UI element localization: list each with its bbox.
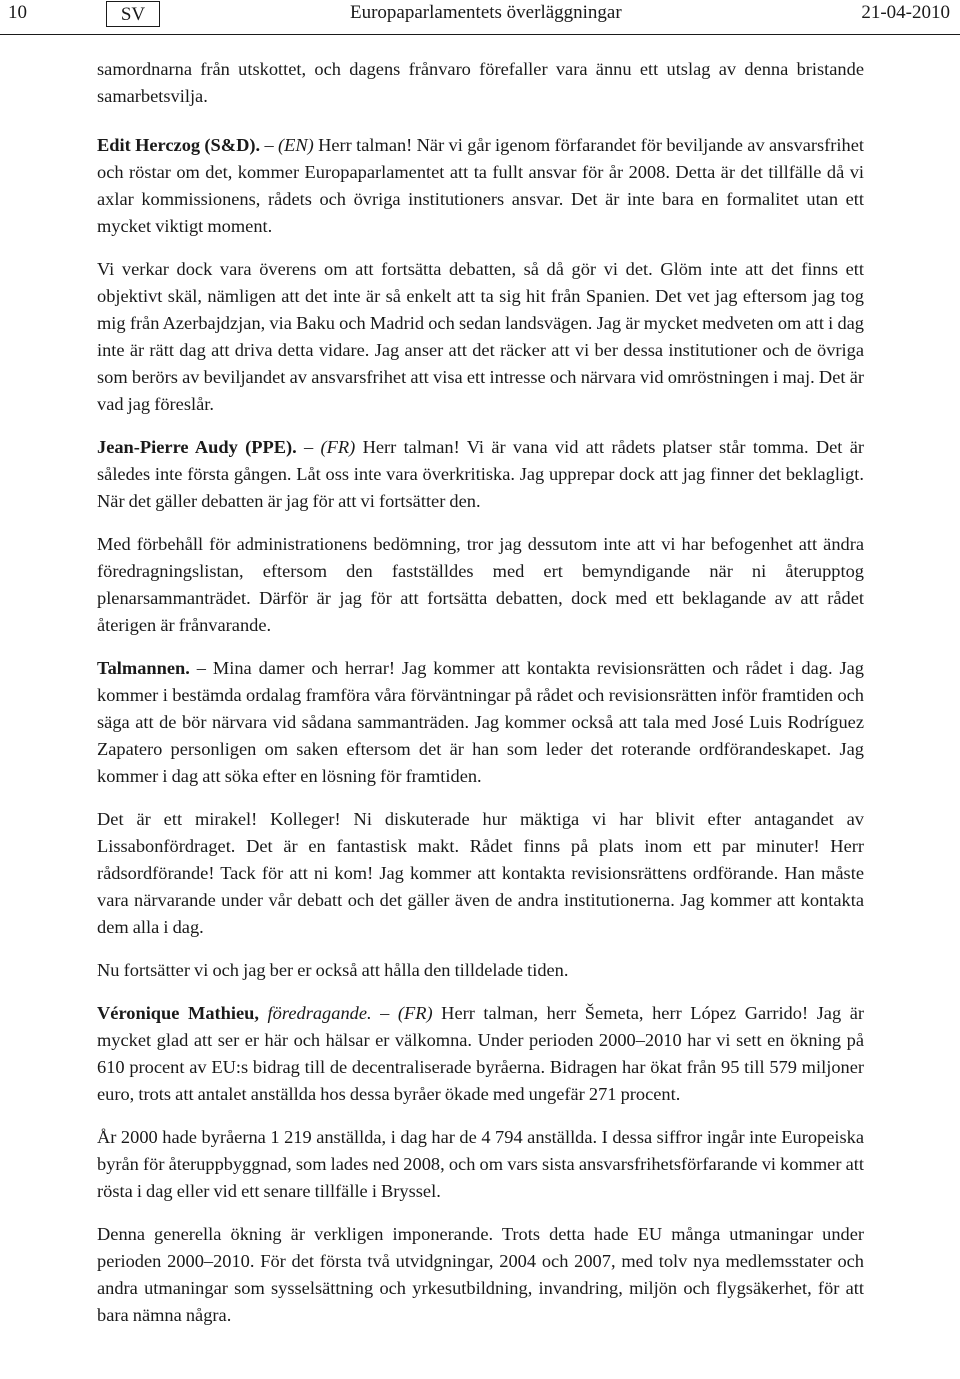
paragraph-text: Det är ett mirakel! Kolleger! Ni diskuterade hur mäktiga vi har blivit efter antagandet av Lissabonfördraget. Det är en fantastisk makt. Rådet finns på plats inom ett par minuter! Herr rådsordförande! Tack för att ni kom! Jag kommer att kontakta revisionsrättens ordförande. Han måste vara närvarande under vår debatt och det gäller även de andra institutionerna. Jag kommer att kontakta dem alla i dag. — [97, 809, 864, 937]
speech-paragraph — [97, 434, 864, 515]
document-date: 21-04-2010 — [861, 2, 950, 23]
dash: – — [296, 437, 321, 457]
speaker-name: Talmannen. — [97, 658, 190, 678]
dash: – — [260, 135, 278, 155]
paragraph-text: Herr talman! När vi går igenom förfarandet för beviljande av ansvarsfrihet och röstar om det, kommer Europaparlamentet att ta fullt ansvar för år 2008. Detta är det tillfälle då vi axlar kommissionens, rådets och övriga institutioners ansvar. Det är inte bara en formalitet utan ett mycket viktigt moment. — [97, 135, 864, 236]
speech-paragraph — [97, 655, 864, 790]
paragraph-text: Herr talman, herr Šemeta, herr López Garrido! Jag är mycket glad att ser er här och hälsar er välkomna. Under perioden 2000–2010 har vi sett en ökning på 610 procent av EU:s bidrag till de decentraliserade byråerna. Bidragen har ökat från 95 till 579 miljoner euro, trots att antalet anställda hos dessa byråer ökade med ungefär 271 procent. — [97, 1003, 864, 1104]
paragraph-text: Denna generella ökning är verkligen imponerande. Trots detta hade EU många utmaningar under perioden 2000–2010. För det första två utvidgningar, 2004 och 2007, med tolv nya medlemsstater och andra utmaningar som sysselsättning och yrkesutbildning, invandring, miljön och flygsäkerhet, för att bara nämna några. — [97, 1224, 864, 1325]
header-divider — [0, 34, 960, 35]
document-body — [97, 56, 864, 1345]
paragraph-text: Nu fortsätter vi och jag ber er också att hålla den tilldelade tiden. — [97, 960, 569, 980]
paragraph-text: Med förbehåll för administrationens bedömning, tror jag dessutom inte att vi har befogenhet att ändra föredragningslistan, eftersom den fastställdes med ert bemyndigande när ni återupptog plenarsammanträdet. Därför är jag för att fortsätta debatten, dock med ett beklagande av att rådet återigen är frånvarande. — [97, 534, 864, 635]
page-number: 10 — [8, 2, 27, 23]
paragraph — [97, 256, 864, 418]
paragraph — [97, 56, 864, 110]
paragraph — [97, 806, 864, 941]
paragraph-text: Mina damer och herrar! Jag kommer att kontakta revisionsrätten och rådet i dag. Jag kommer i bestämda ordalag framföra våra förväntningar på rådet och revisionsrätten inför framtiden och säga att de bör närvara vid sådana sammanträden. Jag kommer också att tala med José Luis Rodríguez Zapatero personligen om saken eftersom det är han som leder det roterande ordförandeskapet. Jag kommer i dag att söka efter en lösning för framtiden. — [97, 658, 864, 786]
dash: – — [189, 658, 213, 678]
paragraph — [97, 1124, 864, 1205]
paragraph-text: Herr talman! Vi är vana vid att rådets platser står tomma. Det är således inte första gången. Låt oss inte vara överkritiska. Jag upprepar dock att jag finner det beklagligt. När det gäller debatten är jag för att vi fortsätter den. — [97, 437, 865, 511]
speaker-name: Véronique Mathieu, — [97, 1003, 259, 1023]
speech-paragraph — [97, 1000, 864, 1108]
paragraph-text: År 2000 hade byråerna 1 219 anställda, i dag har de 4 794 anställda. I dessa siffror ingår inte Europeiska byrån för återuppbyggnad, som lades ned 2008, och om vars sista ansvarsfrihetsförfarande vi kommer att rösta i dag eller vid ett senare tillfälle i Bryssel. — [97, 1127, 864, 1201]
paragraph-text: samordnarna från utskottet, och dagens frånvaro förefaller vara ännu ett utslag av denna bristande samarbetsvilja. — [97, 59, 864, 106]
dash: – — [371, 1003, 398, 1023]
paragraph — [97, 1221, 864, 1329]
speaker-name: Jean-Pierre Audy (PPE). — [97, 437, 297, 457]
paragraph-text: Vi verkar dock vara överens om att fortsätta debatten, så då gör vi det. Glöm inte att det finns ett objektivt skäl, nämligen att det inte är så enkelt att ta sig hit från Spanien. Det vet jag eftersom jag tog mig från Azerbajdzjan, via Baku och Madrid och sedan landsvägen. Jag är mycket medveten om att i dag inte är rätt dag att driva detta vidare. Jag anser att det räcker att vi ber dessa institutioner och de övriga som berörs av beviljandet av ansvarsfrihet att visa ett intresse och närvara vid omröstningen i maj. Det är vad jag föreslår. — [97, 259, 864, 414]
language-code-box: SV — [106, 1, 160, 27]
language-tag: (EN) — [278, 135, 314, 155]
page-header — [0, 0, 960, 30]
speaker-name: Edit Herczog (S&D). — [97, 135, 261, 155]
speaker-role: föredragande. — [259, 1003, 372, 1023]
language-tag: (FR) — [397, 1003, 433, 1023]
document-title: Europaparlamentets överläggningar — [350, 2, 622, 23]
speech-paragraph — [97, 132, 864, 240]
paragraph — [97, 957, 864, 984]
language-tag: (FR) — [320, 437, 356, 457]
paragraph — [97, 531, 864, 639]
